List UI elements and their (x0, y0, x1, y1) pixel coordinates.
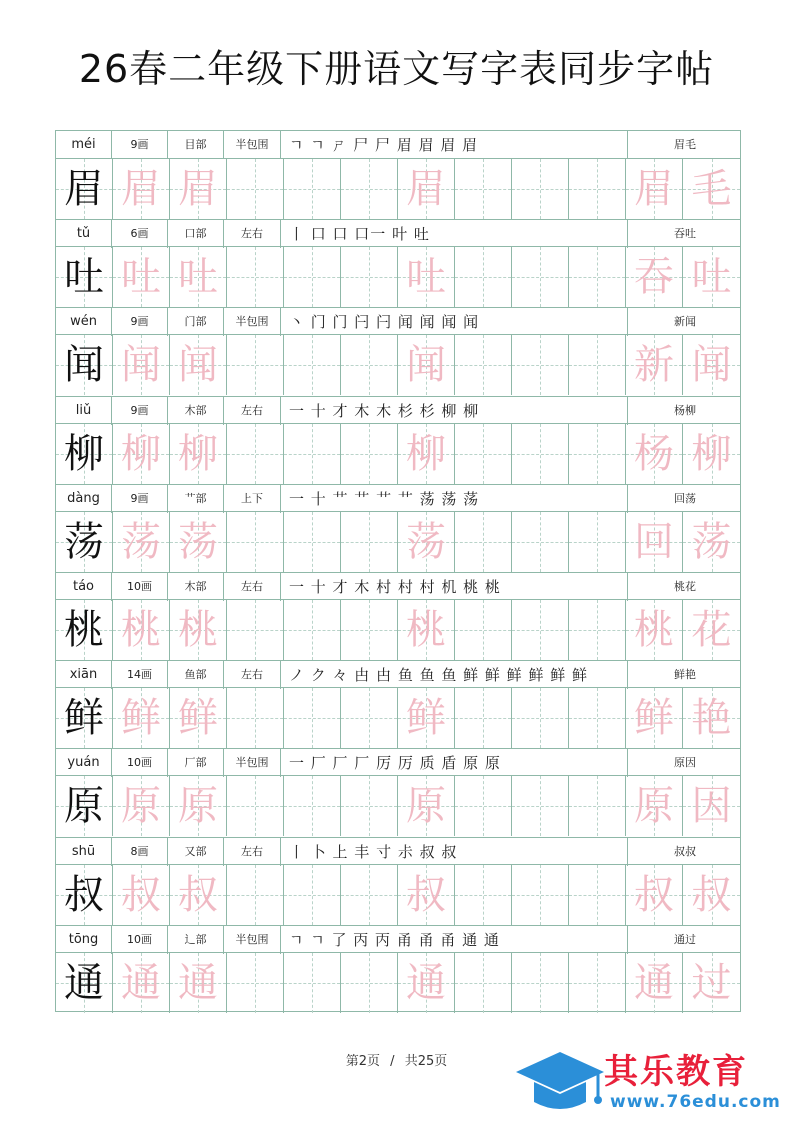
practice-cell (455, 512, 512, 572)
structure-cell: 左右 (224, 838, 281, 866)
practice-cell (455, 776, 512, 836)
practice-cell (227, 159, 284, 219)
trace-word-character-glyph: 眉 (634, 166, 674, 212)
trace-character (113, 688, 170, 748)
trace-word-character (683, 424, 740, 484)
practice-cell (512, 512, 569, 572)
trace-character-glyph: 通 (178, 959, 218, 1006)
model-character-glyph: 叔 (64, 871, 104, 918)
practice-cell (341, 247, 398, 307)
stroke-order-cell: 一 十 才 木 木 杉 杉 柳 柳 (281, 397, 628, 425)
trace-word-character-glyph: 原 (634, 783, 674, 830)
practice-cell (227, 512, 284, 572)
character-entry (56, 748, 740, 836)
stroke-count-cell: 9画 (112, 397, 168, 425)
trace-character (398, 600, 455, 660)
trace-word-character (626, 600, 683, 660)
practice-cell (341, 953, 398, 1013)
trace-character (398, 512, 455, 572)
practice-cell (569, 953, 626, 1013)
model-character-glyph: 吐 (64, 254, 104, 301)
trace-character (170, 159, 227, 219)
word-cell: 杨柳 (674, 403, 696, 417)
practice-cell (569, 865, 626, 925)
trace-character-glyph: 桃 (178, 606, 218, 653)
structure-cell: 左右 (224, 573, 281, 601)
pinyin-cell: dàng (56, 485, 112, 513)
radical-cell: 口部 (168, 220, 224, 248)
character-entry (56, 837, 740, 925)
trace-character-glyph: 桃 (121, 606, 161, 653)
practice-cell (512, 865, 569, 925)
practice-cell (284, 247, 341, 307)
practice-cell (569, 600, 626, 660)
character-entry (56, 925, 740, 1013)
brand-url: www.76edu.com (610, 1092, 781, 1112)
pinyin-cell: méi (56, 131, 112, 159)
trace-word-character-glyph: 通 (634, 959, 674, 1006)
practice-cell (284, 600, 341, 660)
trace-character (170, 512, 227, 572)
structure-cell: 左右 (224, 661, 281, 689)
word-cell: 桃花 (674, 579, 696, 593)
info-row (56, 131, 740, 159)
practice-cell (284, 865, 341, 925)
model-character (56, 247, 113, 307)
character-entry (56, 484, 740, 572)
info-row (56, 484, 740, 512)
model-character-glyph: 原 (64, 783, 104, 830)
trace-word-character-glyph: 叔 (691, 871, 732, 918)
trace-character (170, 865, 227, 925)
brand-logo (510, 1040, 790, 1120)
trace-word-character (626, 247, 683, 307)
practice-cell (455, 424, 512, 484)
trace-word-character (683, 512, 740, 572)
copybook-grid (55, 130, 741, 1012)
trace-character-glyph: 柳 (406, 430, 446, 477)
pinyin-cell: tǔ (56, 220, 112, 248)
practice-grid-row (56, 688, 740, 748)
trace-character (113, 865, 170, 925)
trace-character-glyph: 荡 (406, 518, 446, 565)
trace-character-glyph: 原 (406, 783, 446, 830)
model-character (56, 335, 113, 395)
trace-word-character (626, 688, 683, 748)
trace-character (113, 600, 170, 660)
trace-word-character-glyph: 花 (691, 606, 732, 653)
practice-cell (512, 600, 569, 660)
trace-word-character-glyph: 闻 (691, 342, 732, 389)
trace-word-character-glyph: 新 (634, 342, 674, 389)
practice-cell (227, 600, 284, 660)
practice-cell (284, 424, 341, 484)
trace-word-character-glyph: 桃 (634, 606, 674, 653)
practice-cell (341, 512, 398, 572)
trace-word-character (626, 776, 683, 836)
info-row (56, 837, 740, 865)
trace-word-character-glyph: 叔 (634, 871, 674, 918)
pinyin-cell: tōng (56, 926, 112, 954)
trace-word-character (683, 247, 740, 307)
info-row (56, 925, 740, 953)
trace-character-glyph: 闻 (178, 342, 218, 389)
model-character (56, 424, 113, 484)
stroke-order-cell: ノ ク 々 甴 甴 鱼 鱼 鱼 鲜 鲜 鲜 鲜 鲜 鲜 (281, 661, 628, 689)
trace-character (398, 865, 455, 925)
trace-word-character-glyph: 荡 (691, 518, 732, 565)
trace-word-character (626, 512, 683, 572)
character-entry (56, 307, 740, 395)
practice-cell (455, 159, 512, 219)
practice-cell (284, 953, 341, 1013)
trace-word-character (626, 953, 683, 1013)
radical-cell: 木部 (168, 397, 224, 425)
practice-cell (227, 953, 284, 1013)
practice-cell (341, 424, 398, 484)
trace-character (170, 776, 227, 836)
radical-cell: 艹部 (168, 485, 224, 513)
character-entry (56, 131, 740, 219)
character-entry (56, 572, 740, 660)
stroke-count-cell: 10画 (112, 749, 168, 777)
trace-character-glyph: 通 (121, 959, 161, 1006)
brand-name: 其乐教育 (604, 1052, 748, 1092)
info-row (56, 396, 740, 424)
practice-cell (569, 159, 626, 219)
trace-character-glyph: 闻 (406, 342, 446, 389)
practice-cell (284, 776, 341, 836)
character-entry (56, 396, 740, 484)
trace-character (398, 424, 455, 484)
practice-grid-row (56, 953, 740, 1013)
trace-character-glyph: 荡 (178, 518, 218, 565)
trace-character-glyph: 眉 (121, 166, 161, 212)
trace-character-glyph: 鲜 (121, 695, 161, 742)
trace-character (170, 247, 227, 307)
trace-character-glyph: 吐 (178, 254, 218, 301)
pinyin-cell: yuán (56, 749, 112, 777)
structure-cell: 半包围 (224, 131, 281, 159)
practice-cell (227, 688, 284, 748)
radical-cell: 厂部 (168, 749, 224, 777)
trace-character-glyph: 柳 (121, 430, 161, 477)
page-total: 共25页 (404, 1054, 448, 1069)
trace-character (170, 424, 227, 484)
model-character (56, 512, 113, 572)
trace-word-character (683, 865, 740, 925)
model-character-glyph: 通 (64, 959, 104, 1006)
radical-cell: 目部 (168, 131, 224, 159)
stroke-order-cell: 丶 门 门 闩 闩 闻 闻 闻 闻 (281, 308, 628, 336)
structure-cell: 左右 (224, 397, 281, 425)
practice-grid-row (56, 865, 740, 925)
trace-character-glyph: 桃 (406, 606, 446, 653)
stroke-count-cell: 9画 (112, 308, 168, 336)
practice-cell (512, 776, 569, 836)
trace-word-character (683, 688, 740, 748)
trace-character-glyph: 叔 (406, 871, 446, 918)
trace-word-character (626, 865, 683, 925)
info-row (56, 660, 740, 688)
trace-character-glyph: 吐 (121, 254, 161, 301)
practice-cell (512, 688, 569, 748)
trace-character-glyph: 鲜 (406, 695, 446, 742)
trace-character (398, 688, 455, 748)
structure-cell: 上下 (224, 485, 281, 513)
word-cell: 吞吐 (674, 227, 696, 241)
trace-character-glyph: 叔 (178, 871, 218, 918)
trace-word-character (626, 159, 683, 219)
radical-cell: 门部 (168, 308, 224, 336)
practice-cell (341, 776, 398, 836)
practice-cell (569, 776, 626, 836)
radical-cell: 鱼部 (168, 661, 224, 689)
stroke-count-cell: 9画 (112, 131, 168, 159)
model-character (56, 776, 113, 836)
practice-cell (455, 247, 512, 307)
graduation-cap-icon (510, 1040, 610, 1120)
trace-character (170, 600, 227, 660)
trace-character (398, 335, 455, 395)
trace-character-glyph: 鲜 (178, 695, 218, 742)
character-entry (56, 660, 740, 748)
practice-cell (512, 159, 569, 219)
word-cell: 鲜艳 (674, 668, 696, 682)
trace-character-glyph: 通 (406, 959, 446, 1006)
trace-character-glyph: 闻 (121, 342, 161, 389)
practice-grid-row (56, 159, 740, 219)
practice-grid-row (56, 600, 740, 660)
model-character (56, 159, 113, 219)
practice-grid-row (56, 512, 740, 572)
trace-word-character-glyph: 毛 (691, 166, 732, 212)
practice-grid-row (56, 776, 740, 836)
info-row (56, 307, 740, 335)
practice-cell (512, 335, 569, 395)
practice-cell (455, 600, 512, 660)
model-character (56, 865, 113, 925)
practice-cell (227, 424, 284, 484)
stroke-count-cell: 8画 (112, 838, 168, 866)
stroke-order-cell: 一 十 才 木 村 村 村 机 桃 桃 (281, 573, 628, 601)
stroke-order-cell: ㄱ ㄱ ㄕ 尸 尸 眉 眉 眉 眉 (281, 131, 628, 159)
character-entry (56, 219, 740, 307)
trace-character-glyph: 眉 (406, 166, 446, 212)
word-cell: 叔叔 (674, 844, 696, 858)
model-character-glyph: 眉 (64, 166, 104, 212)
trace-word-character (683, 600, 740, 660)
model-character-glyph: 柳 (64, 430, 104, 477)
practice-cell (455, 335, 512, 395)
stroke-order-cell: ㄱ ㄱ 了 丙 丙 甬 甬 甬 通 通 (281, 926, 628, 954)
word-cell: 通过 (674, 932, 696, 946)
info-row (56, 748, 740, 776)
page-separator: / (390, 1054, 395, 1069)
trace-character (113, 247, 170, 307)
trace-character (170, 688, 227, 748)
stroke-count-cell: 14画 (112, 661, 168, 689)
practice-cell (569, 688, 626, 748)
model-character (56, 688, 113, 748)
trace-word-character (683, 776, 740, 836)
info-row (56, 219, 740, 247)
model-character-glyph: 鲜 (64, 695, 104, 742)
model-character-glyph: 桃 (64, 606, 104, 653)
practice-cell (227, 865, 284, 925)
stroke-count-cell: 6画 (112, 220, 168, 248)
structure-cell: 半包围 (224, 926, 281, 954)
trace-character-glyph: 叔 (121, 871, 161, 918)
trace-word-character-glyph: 艳 (691, 695, 732, 742)
page-title: 26春二年级下册语文写字表同步字帖 (78, 47, 715, 91)
trace-character (113, 953, 170, 1013)
practice-cell (284, 512, 341, 572)
practice-cell (227, 776, 284, 836)
trace-word-character-glyph: 因 (691, 783, 732, 830)
trace-word-character (683, 953, 740, 1013)
trace-character (398, 776, 455, 836)
stroke-order-cell: 丨 卜 上 丰 寸 尗 叔 叔 (281, 838, 628, 866)
trace-character (113, 512, 170, 572)
model-character (56, 953, 113, 1013)
practice-cell (341, 600, 398, 660)
trace-word-character-glyph: 过 (691, 959, 732, 1006)
stroke-count-cell: 10画 (112, 573, 168, 601)
trace-character (113, 776, 170, 836)
trace-character-glyph: 吐 (406, 254, 446, 301)
practice-grid-row (56, 424, 740, 484)
word-cell: 原因 (674, 756, 696, 770)
model-character-glyph: 闻 (64, 342, 104, 389)
trace-character (398, 247, 455, 307)
structure-cell: 左右 (224, 220, 281, 248)
word-cell: 眉毛 (674, 138, 696, 151)
practice-cell (341, 159, 398, 219)
trace-character (170, 953, 227, 1013)
stroke-count-cell: 10画 (112, 926, 168, 954)
practice-grid-row (56, 247, 740, 307)
practice-grid-row (56, 335, 740, 395)
pinyin-cell: xiān (56, 661, 112, 689)
trace-character-glyph: 眉 (178, 166, 218, 212)
trace-character-glyph: 荡 (121, 518, 161, 565)
practice-cell (455, 865, 512, 925)
practice-cell (569, 335, 626, 395)
stroke-order-cell: 一 十 艹 艹 艹 艹 荡 荡 荡 (281, 485, 628, 513)
trace-character (113, 424, 170, 484)
pinyin-cell: wén (56, 308, 112, 336)
structure-cell: 半包围 (224, 749, 281, 777)
page-number: 第2页 (345, 1054, 381, 1069)
trace-word-character-glyph: 柳 (691, 430, 732, 477)
practice-cell (341, 688, 398, 748)
pinyin-cell: shū (56, 838, 112, 866)
trace-word-character-glyph: 杨 (634, 430, 674, 477)
practice-cell (569, 424, 626, 484)
trace-word-character-glyph: 吞 (634, 254, 674, 301)
practice-cell (512, 953, 569, 1013)
structure-cell: 半包围 (224, 308, 281, 336)
trace-character (398, 953, 455, 1013)
trace-word-character (683, 335, 740, 395)
model-character-glyph: 荡 (64, 518, 104, 565)
trace-word-character-glyph: 回 (634, 518, 674, 565)
trace-character (170, 335, 227, 395)
trace-word-character-glyph: 吐 (691, 254, 732, 301)
practice-cell (512, 424, 569, 484)
radical-cell: 辶部 (168, 926, 224, 954)
practice-cell (227, 247, 284, 307)
trace-character (113, 335, 170, 395)
trace-word-character-glyph: 鲜 (634, 695, 674, 742)
word-cell: 新闻 (674, 315, 696, 329)
trace-word-character (626, 335, 683, 395)
practice-cell (284, 159, 341, 219)
radical-cell: 又部 (168, 838, 224, 866)
trace-word-character (683, 159, 740, 219)
trace-character (113, 159, 170, 219)
practice-cell (341, 335, 398, 395)
pinyin-cell: liǔ (56, 397, 112, 425)
trace-character-glyph: 柳 (178, 430, 218, 477)
practice-cell (227, 335, 284, 395)
trace-character-glyph: 原 (121, 783, 161, 830)
practice-cell (455, 688, 512, 748)
trace-character (398, 159, 455, 219)
practice-cell (284, 335, 341, 395)
stroke-count-cell: 9画 (112, 485, 168, 513)
stroke-order-cell: 丨 口 口 口一 叶 吐 (281, 220, 628, 248)
practice-cell (569, 512, 626, 572)
pinyin-cell: táo (56, 573, 112, 601)
practice-cell (284, 688, 341, 748)
stroke-order-cell: 一 厂 厂 厂 厉 厉 质 盾 原 原 (281, 749, 628, 777)
trace-character-glyph: 原 (178, 783, 218, 830)
info-row (56, 572, 740, 600)
word-cell: 回荡 (674, 491, 696, 505)
practice-cell (512, 247, 569, 307)
practice-cell (569, 247, 626, 307)
radical-cell: 木部 (168, 573, 224, 601)
trace-word-character (626, 424, 683, 484)
practice-cell (455, 953, 512, 1013)
model-character (56, 600, 113, 660)
practice-cell (341, 865, 398, 925)
